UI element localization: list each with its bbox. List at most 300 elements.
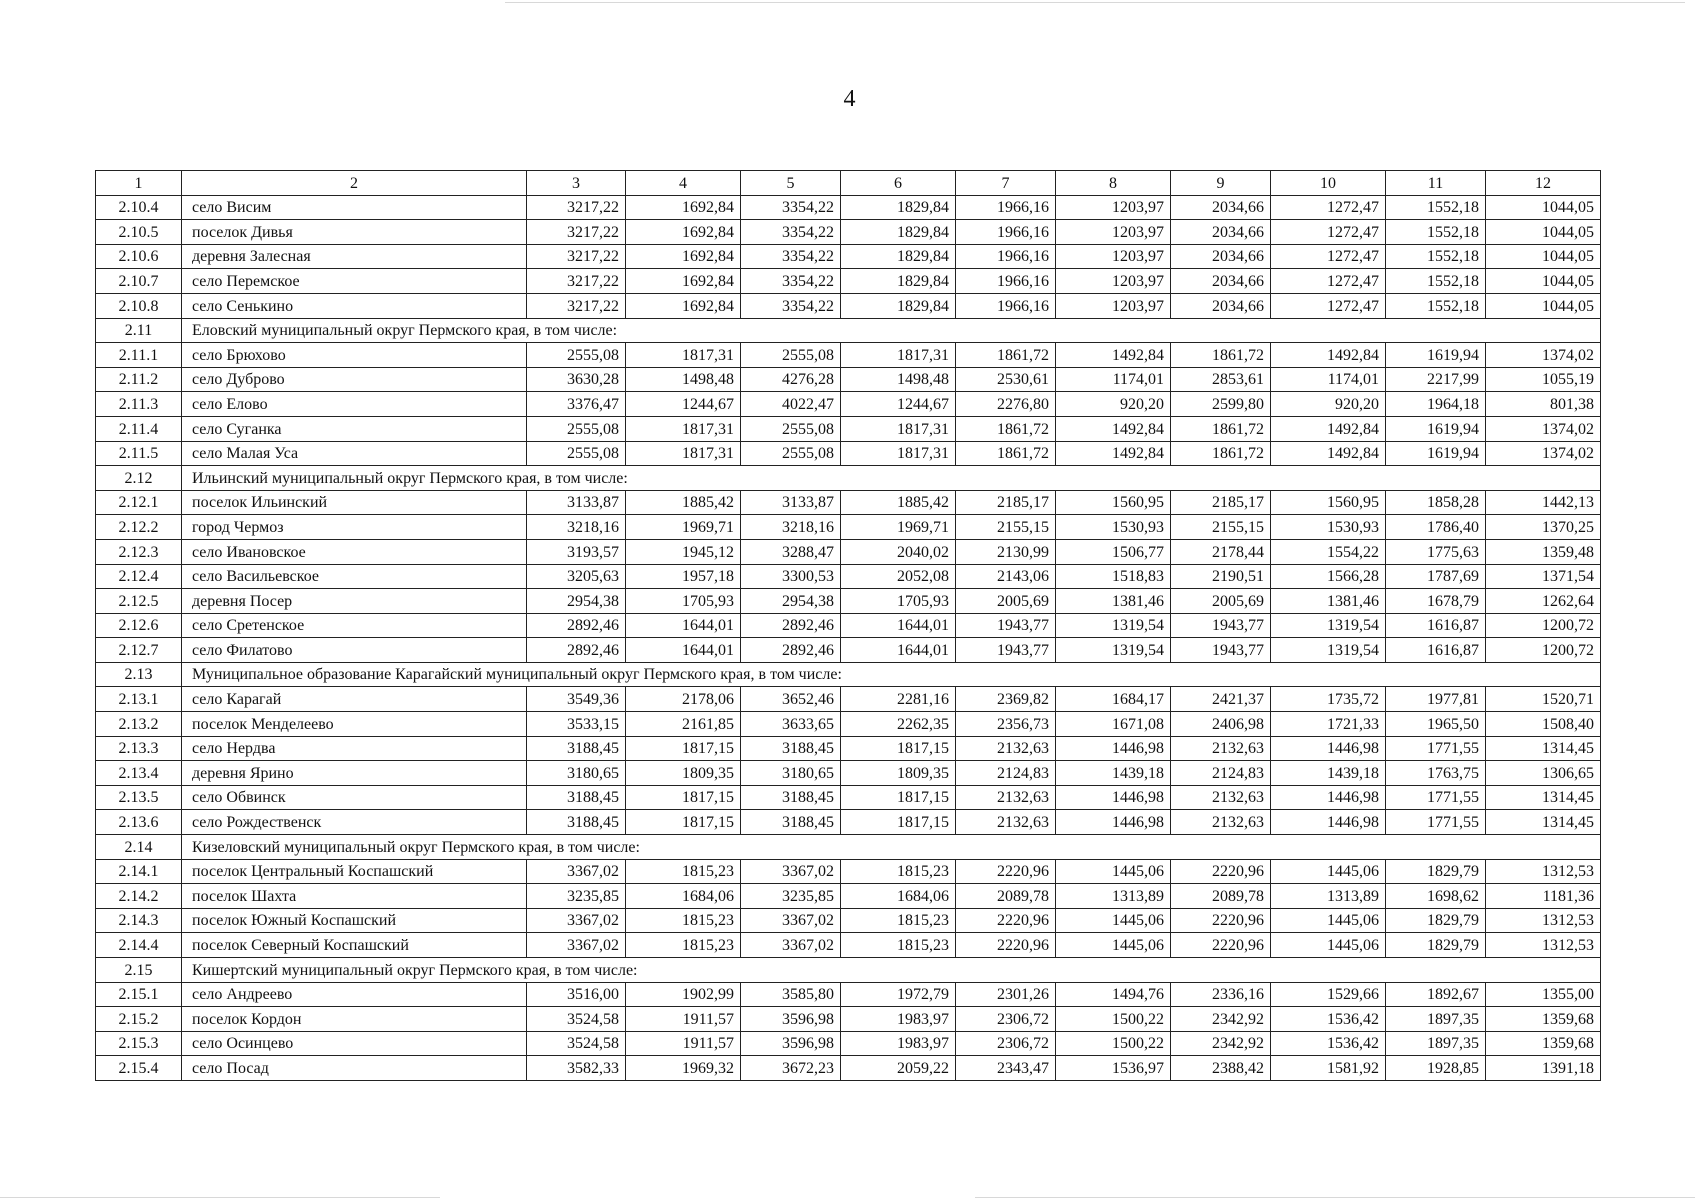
tariff-value: 1536,42: [1271, 1031, 1386, 1056]
tariff-value: 1721,33: [1271, 712, 1386, 737]
settlement-name: село Малая Уса: [182, 441, 527, 466]
section-title: Еловский муниципальный округ Пермского края, в том числе:: [182, 318, 1601, 343]
tariff-value: 3652,46: [741, 687, 841, 712]
tariff-value: 1319,54: [1271, 638, 1386, 663]
tariff-value: 1902,99: [626, 982, 741, 1007]
tariff-value: 1312,53: [1486, 933, 1601, 958]
tariff-value: 1314,45: [1486, 785, 1601, 810]
tariff-value: 1829,84: [841, 293, 956, 318]
tariff-value: 1684,06: [841, 884, 956, 909]
settlement-name: село Ивановское: [182, 539, 527, 564]
tariff-value: 2892,46: [741, 638, 841, 663]
settlement-name: поселок Центральный Коспашский: [182, 859, 527, 884]
table-row: [96, 490, 1601, 515]
row-number: 2.12.5: [96, 589, 182, 614]
tariff-value: 1445,06: [1056, 933, 1171, 958]
row-number: 2.15.3: [96, 1031, 182, 1056]
tariff-value: 1370,25: [1486, 515, 1601, 540]
row-number: 2.15.4: [96, 1056, 182, 1081]
section-title: Муниципальное образование Карагайский муниципальный округ Пермского края, в том числе:: [182, 662, 1601, 687]
tariff-value: 2132,63: [1171, 736, 1271, 761]
tariff-value: 1044,05: [1486, 293, 1601, 318]
tariff-value: 1817,15: [841, 736, 956, 761]
tariff-value: 1554,22: [1271, 539, 1386, 564]
tariff-value: 3367,02: [527, 933, 626, 958]
tariff-value: 1492,84: [1271, 416, 1386, 441]
tariff-value: 3524,58: [527, 1007, 626, 1032]
tariff-value: 1492,84: [1271, 343, 1386, 368]
column-header: 6: [841, 171, 956, 196]
tariff-value: 1969,32: [626, 1056, 741, 1081]
row-number: 2.14.4: [96, 933, 182, 958]
row-number: 2.14: [96, 835, 182, 860]
tariff-value: 1552,18: [1386, 244, 1486, 269]
tariff-value: 3549,36: [527, 687, 626, 712]
column-header: 2: [182, 171, 527, 196]
tariff-value: 1815,23: [626, 933, 741, 958]
tariff-value: 2178,06: [626, 687, 741, 712]
tariff-value: 2262,35: [841, 712, 956, 737]
tariff-value: 2388,42: [1171, 1056, 1271, 1081]
tariff-value: 1771,55: [1386, 736, 1486, 761]
tariff-value: 1705,93: [626, 589, 741, 614]
tariff-value: 3217,22: [527, 244, 626, 269]
tariff-value: 1272,47: [1271, 220, 1386, 245]
table-row: [96, 539, 1601, 564]
tariff-value: 1829,84: [841, 195, 956, 220]
table-row: [96, 638, 1601, 663]
tariff-value: 2555,08: [741, 416, 841, 441]
tariff-value: 2892,46: [527, 613, 626, 638]
tariff-value: 1966,16: [956, 293, 1056, 318]
tariff-value: 1817,15: [841, 810, 956, 835]
tariff-value: 2034,66: [1171, 269, 1271, 294]
tariff-value: 1671,08: [1056, 712, 1171, 737]
tariff-value: 1391,18: [1486, 1056, 1601, 1081]
tariff-value: 1520,71: [1486, 687, 1601, 712]
tariff-value: 2599,80: [1171, 392, 1271, 417]
settlement-name: село Перемское: [182, 269, 527, 294]
tariff-value: 920,20: [1271, 392, 1386, 417]
tariff-value: 2220,96: [956, 859, 1056, 884]
table-row: [96, 244, 1601, 269]
tariff-value: 2220,96: [1171, 933, 1271, 958]
tariff-value: 1817,31: [626, 416, 741, 441]
tariff-value: 1552,18: [1386, 269, 1486, 294]
table-row: [96, 293, 1601, 318]
tariff-value: 1817,15: [626, 736, 741, 761]
tariff-value: 1174,01: [1271, 367, 1386, 392]
tariff-value: 2406,98: [1171, 712, 1271, 737]
tariff-value: 1374,02: [1486, 416, 1601, 441]
table-row: [96, 712, 1601, 737]
column-header: 10: [1271, 171, 1386, 196]
tariff-value: 2124,83: [956, 761, 1056, 786]
tariff-value: 1928,85: [1386, 1056, 1486, 1081]
tariff-value: 1044,05: [1486, 269, 1601, 294]
tariff-value: 2132,63: [956, 736, 1056, 761]
tariff-value: 1829,79: [1386, 859, 1486, 884]
tariff-value: 1619,94: [1386, 441, 1486, 466]
settlement-name: поселок Южный Коспашский: [182, 908, 527, 933]
row-number: 2.12.4: [96, 564, 182, 589]
tariff-value: 1044,05: [1486, 220, 1601, 245]
tariff-value: 1815,23: [626, 908, 741, 933]
tariff-value: 3235,85: [741, 884, 841, 909]
tariff-value: 3367,02: [741, 933, 841, 958]
tariff-value: 1964,18: [1386, 392, 1486, 417]
tariff-value: 2301,26: [956, 982, 1056, 1007]
tariff-value: 1244,67: [841, 392, 956, 417]
tariff-value: 1306,65: [1486, 761, 1601, 786]
row-number: 2.10.5: [96, 220, 182, 245]
tariff-value: 2220,96: [956, 908, 1056, 933]
tariff-value: 1203,97: [1056, 220, 1171, 245]
section-row: [96, 318, 1601, 343]
row-number: 2.13.3: [96, 736, 182, 761]
row-number: 2.15.1: [96, 982, 182, 1007]
tariff-value: 2369,82: [956, 687, 1056, 712]
tariff-value: 1861,72: [956, 416, 1056, 441]
tariff-value: 1616,87: [1386, 613, 1486, 638]
tariff-value: 3217,22: [527, 269, 626, 294]
tariff-value: 1055,19: [1486, 367, 1601, 392]
row-number: 2.10.7: [96, 269, 182, 294]
tariff-value: 1692,84: [626, 293, 741, 318]
tariff-value: 3180,65: [527, 761, 626, 786]
tariff-value: 2306,72: [956, 1031, 1056, 1056]
tariff-value: 2132,63: [956, 785, 1056, 810]
tariff-value: 801,38: [1486, 392, 1601, 417]
tariff-value: 1560,95: [1056, 490, 1171, 515]
row-number: 2.12: [96, 466, 182, 491]
row-number: 2.12.3: [96, 539, 182, 564]
tariff-value: 1809,35: [626, 761, 741, 786]
tariff-value: 1272,47: [1271, 244, 1386, 269]
tariff-value: 1817,31: [626, 441, 741, 466]
tariff-value: 1829,79: [1386, 908, 1486, 933]
tariff-value: 1817,31: [841, 441, 956, 466]
section-row: [96, 466, 1601, 491]
tariff-value: 3188,45: [741, 810, 841, 835]
tariff-value: 1861,72: [1171, 441, 1271, 466]
tariff-value: 3300,53: [741, 564, 841, 589]
tariff-value: 2034,66: [1171, 195, 1271, 220]
tariff-value: 2089,78: [1171, 884, 1271, 909]
tariff-value: 1809,35: [841, 761, 956, 786]
tariff-value: 2530,61: [956, 367, 1056, 392]
tariff-value: 2954,38: [741, 589, 841, 614]
tariff-value: 3188,45: [741, 785, 841, 810]
tariff-value: 1619,94: [1386, 416, 1486, 441]
table-row: [96, 343, 1601, 368]
tariff-value: 1829,84: [841, 269, 956, 294]
tariff-value: 3533,15: [527, 712, 626, 737]
tariff-table: [95, 170, 1601, 1081]
tariff-value: 1965,50: [1386, 712, 1486, 737]
row-number: 2.11.5: [96, 441, 182, 466]
tariff-value: 3133,87: [527, 490, 626, 515]
table-row: [96, 589, 1601, 614]
tariff-value: 2005,69: [956, 589, 1056, 614]
tariff-value: 3630,28: [527, 367, 626, 392]
row-number: 2.13.1: [96, 687, 182, 712]
table-row: [96, 1056, 1601, 1081]
tariff-value: 1492,84: [1056, 416, 1171, 441]
tariff-value: 2342,92: [1171, 1007, 1271, 1032]
settlement-name: поселок Менделеево: [182, 712, 527, 737]
tariff-value: 1644,01: [841, 638, 956, 663]
section-row: [96, 835, 1601, 860]
tariff-value: 1492,84: [1271, 441, 1386, 466]
tariff-value: 2040,02: [841, 539, 956, 564]
tariff-value: 2892,46: [741, 613, 841, 638]
tariff-value: 1735,72: [1271, 687, 1386, 712]
scan-edge-line: [975, 1197, 1695, 1198]
table-row: [96, 195, 1601, 220]
settlement-name: село Сретенское: [182, 613, 527, 638]
tariff-value: 2555,08: [741, 343, 841, 368]
row-number: 2.13.6: [96, 810, 182, 835]
tariff-value: 1892,67: [1386, 982, 1486, 1007]
tariff-value: 1911,57: [626, 1031, 741, 1056]
tariff-value: 4276,28: [741, 367, 841, 392]
row-number: 2.10.4: [96, 195, 182, 220]
column-header: 3: [527, 171, 626, 196]
settlement-name: село Сенькино: [182, 293, 527, 318]
tariff-value: 2306,72: [956, 1007, 1056, 1032]
tariff-value: 1359,68: [1486, 1007, 1601, 1032]
row-number: 2.14.3: [96, 908, 182, 933]
tariff-value: 2217,99: [1386, 367, 1486, 392]
tariff-value: 1203,97: [1056, 195, 1171, 220]
table-row: [96, 1007, 1601, 1032]
tariff-value: 1977,81: [1386, 687, 1486, 712]
table-row: [96, 416, 1601, 441]
tariff-value: 3524,58: [527, 1031, 626, 1056]
table-row: [96, 220, 1601, 245]
tariff-value: 1445,06: [1271, 933, 1386, 958]
tariff-value: 1817,31: [841, 343, 956, 368]
settlement-name: поселок Кордон: [182, 1007, 527, 1032]
tariff-value: 2034,66: [1171, 244, 1271, 269]
tariff-value: 2089,78: [956, 884, 1056, 909]
tariff-value: 2059,22: [841, 1056, 956, 1081]
tariff-value: 1943,77: [1171, 613, 1271, 638]
row-number: 2.11: [96, 318, 182, 343]
tariff-value: 1566,28: [1271, 564, 1386, 589]
tariff-value: 1203,97: [1056, 293, 1171, 318]
tariff-value: 3367,02: [527, 859, 626, 884]
row-number: 2.11.1: [96, 343, 182, 368]
tariff-value: 1692,84: [626, 244, 741, 269]
tariff-value: 1943,77: [956, 613, 1056, 638]
tariff-value: 1698,62: [1386, 884, 1486, 909]
tariff-value: 2124,83: [1171, 761, 1271, 786]
tariff-value: 1445,06: [1056, 908, 1171, 933]
tariff-value: 1861,72: [956, 343, 1056, 368]
tariff-value: 3367,02: [527, 908, 626, 933]
tariff-value: 1775,63: [1386, 539, 1486, 564]
tariff-value: 1957,18: [626, 564, 741, 589]
tariff-value: 1692,84: [626, 269, 741, 294]
tariff-value: 3218,16: [741, 515, 841, 540]
scan-edge-line: [0, 1197, 440, 1198]
table-row: [96, 367, 1601, 392]
tariff-value: 1530,93: [1056, 515, 1171, 540]
tariff-value: 1815,23: [841, 908, 956, 933]
tariff-value: 2185,17: [956, 490, 1056, 515]
tariff-value: 2132,63: [1171, 785, 1271, 810]
tariff-value: 1911,57: [626, 1007, 741, 1032]
section-title: Ильинский муниципальный округ Пермского края, в том числе:: [182, 466, 1601, 491]
tariff-value: 3217,22: [527, 195, 626, 220]
settlement-name: село Елово: [182, 392, 527, 417]
tariff-value: 1763,75: [1386, 761, 1486, 786]
tariff-value: 2276,80: [956, 392, 1056, 417]
tariff-value: 1678,79: [1386, 589, 1486, 614]
tariff-value: 1446,98: [1271, 785, 1386, 810]
tariff-value: 1494,76: [1056, 982, 1171, 1007]
table-row: [96, 269, 1601, 294]
tariff-value: 2034,66: [1171, 220, 1271, 245]
tariff-value: 3516,00: [527, 982, 626, 1007]
tariff-value: 1446,98: [1056, 785, 1171, 810]
tariff-value: 3188,45: [741, 736, 841, 761]
table-row: [96, 933, 1601, 958]
tariff-value: 1446,98: [1056, 736, 1171, 761]
row-number: 2.12.1: [96, 490, 182, 515]
tariff-value: 1446,98: [1271, 810, 1386, 835]
tariff-value: 1972,79: [841, 982, 956, 1007]
tariff-value: 1272,47: [1271, 293, 1386, 318]
tariff-value: 1498,48: [626, 367, 741, 392]
settlement-name: село Брюхово: [182, 343, 527, 368]
section-title: Кизеловский муниципальный округ Пермского края, в том числе:: [182, 835, 1601, 860]
tariff-value: 3188,45: [527, 736, 626, 761]
tariff-value: 2185,17: [1171, 490, 1271, 515]
settlement-name: село Посад: [182, 1056, 527, 1081]
tariff-value: 3596,98: [741, 1007, 841, 1032]
tariff-value: 920,20: [1056, 392, 1171, 417]
settlement-name: село Осинцево: [182, 1031, 527, 1056]
tariff-value: 3354,22: [741, 244, 841, 269]
tariff-value: 2034,66: [1171, 293, 1271, 318]
tariff-value: 1536,42: [1271, 1007, 1386, 1032]
tariff-value: 1445,06: [1056, 859, 1171, 884]
column-header: 11: [1386, 171, 1486, 196]
tariff-value: 1943,77: [1171, 638, 1271, 663]
row-number: 2.14.1: [96, 859, 182, 884]
tariff-value: 1966,16: [956, 220, 1056, 245]
row-number: 2.13.4: [96, 761, 182, 786]
tariff-value: 2132,63: [956, 810, 1056, 835]
tariff-value: 1314,45: [1486, 810, 1601, 835]
tariff-value: 2892,46: [527, 638, 626, 663]
settlement-name: поселок Ильинский: [182, 490, 527, 515]
tariff-value: 2421,37: [1171, 687, 1271, 712]
table-row: [96, 810, 1601, 835]
tariff-value: 1644,01: [626, 613, 741, 638]
tariff-value: 1319,54: [1056, 638, 1171, 663]
tariff-value: 1787,69: [1386, 564, 1486, 589]
column-header: 1: [96, 171, 182, 196]
tariff-value: 1943,77: [956, 638, 1056, 663]
column-header: 9: [1171, 171, 1271, 196]
section-row: [96, 662, 1601, 687]
tariff-value: 1371,54: [1486, 564, 1601, 589]
settlement-name: поселок Дивья: [182, 220, 527, 245]
column-header: 8: [1056, 171, 1171, 196]
tariff-value: 3367,02: [741, 859, 841, 884]
tariff-value: 1815,23: [626, 859, 741, 884]
tariff-value: 1313,89: [1056, 884, 1171, 909]
column-header: 5: [741, 171, 841, 196]
tariff-value: 1518,83: [1056, 564, 1171, 589]
tariff-value: 1552,18: [1386, 220, 1486, 245]
tariff-value: 1381,46: [1056, 589, 1171, 614]
tariff-value: 1181,36: [1486, 884, 1601, 909]
settlement-name: село Филатово: [182, 638, 527, 663]
tariff-value: 1829,84: [841, 220, 956, 245]
tariff-value: 1044,05: [1486, 244, 1601, 269]
tariff-value: 3672,23: [741, 1056, 841, 1081]
tariff-value: 1492,84: [1056, 343, 1171, 368]
settlement-name: село Суганка: [182, 416, 527, 441]
table-row: [96, 982, 1601, 1007]
tariff-value: 1552,18: [1386, 293, 1486, 318]
row-number: 2.15.2: [96, 1007, 182, 1032]
tariff-value: 3585,80: [741, 982, 841, 1007]
tariff-value: 1897,35: [1386, 1007, 1486, 1032]
tariff-value: 1983,97: [841, 1031, 956, 1056]
tariff-value: 1203,97: [1056, 244, 1171, 269]
table-row: [96, 761, 1601, 786]
tariff-value: 2954,38: [527, 589, 626, 614]
column-header: 7: [956, 171, 1056, 196]
table-row: [96, 859, 1601, 884]
row-number: 2.12.6: [96, 613, 182, 638]
tariff-value: 1262,64: [1486, 589, 1601, 614]
tariff-value: 2155,15: [1171, 515, 1271, 540]
tariff-value: 3633,65: [741, 712, 841, 737]
table-row: [96, 613, 1601, 638]
table-row: [96, 785, 1601, 810]
tariff-value: 1619,94: [1386, 343, 1486, 368]
tariff-value: 1771,55: [1386, 810, 1486, 835]
settlement-name: деревня Посер: [182, 589, 527, 614]
tariff-value: 3376,47: [527, 392, 626, 417]
table-row: [96, 1031, 1601, 1056]
tariff-value: 1381,46: [1271, 589, 1386, 614]
tariff-value: 1817,31: [626, 343, 741, 368]
row-number: 2.14.2: [96, 884, 182, 909]
settlement-name: деревня Залесная: [182, 244, 527, 269]
tariff-value: 1319,54: [1056, 613, 1171, 638]
tariff-value: 2555,08: [527, 416, 626, 441]
tariff-value: 1969,71: [626, 515, 741, 540]
tariff-value: 1817,31: [841, 416, 956, 441]
column-number-header-row: [96, 171, 1601, 196]
tariff-value: 1313,89: [1271, 884, 1386, 909]
tariff-value: 1359,48: [1486, 539, 1601, 564]
tariff-value: 1272,47: [1271, 269, 1386, 294]
tariff-value: 3193,57: [527, 539, 626, 564]
tariff-value: 1817,15: [626, 785, 741, 810]
tariff-value: 2161,85: [626, 712, 741, 737]
tariff-value: 2190,51: [1171, 564, 1271, 589]
tariff-value: 2356,73: [956, 712, 1056, 737]
